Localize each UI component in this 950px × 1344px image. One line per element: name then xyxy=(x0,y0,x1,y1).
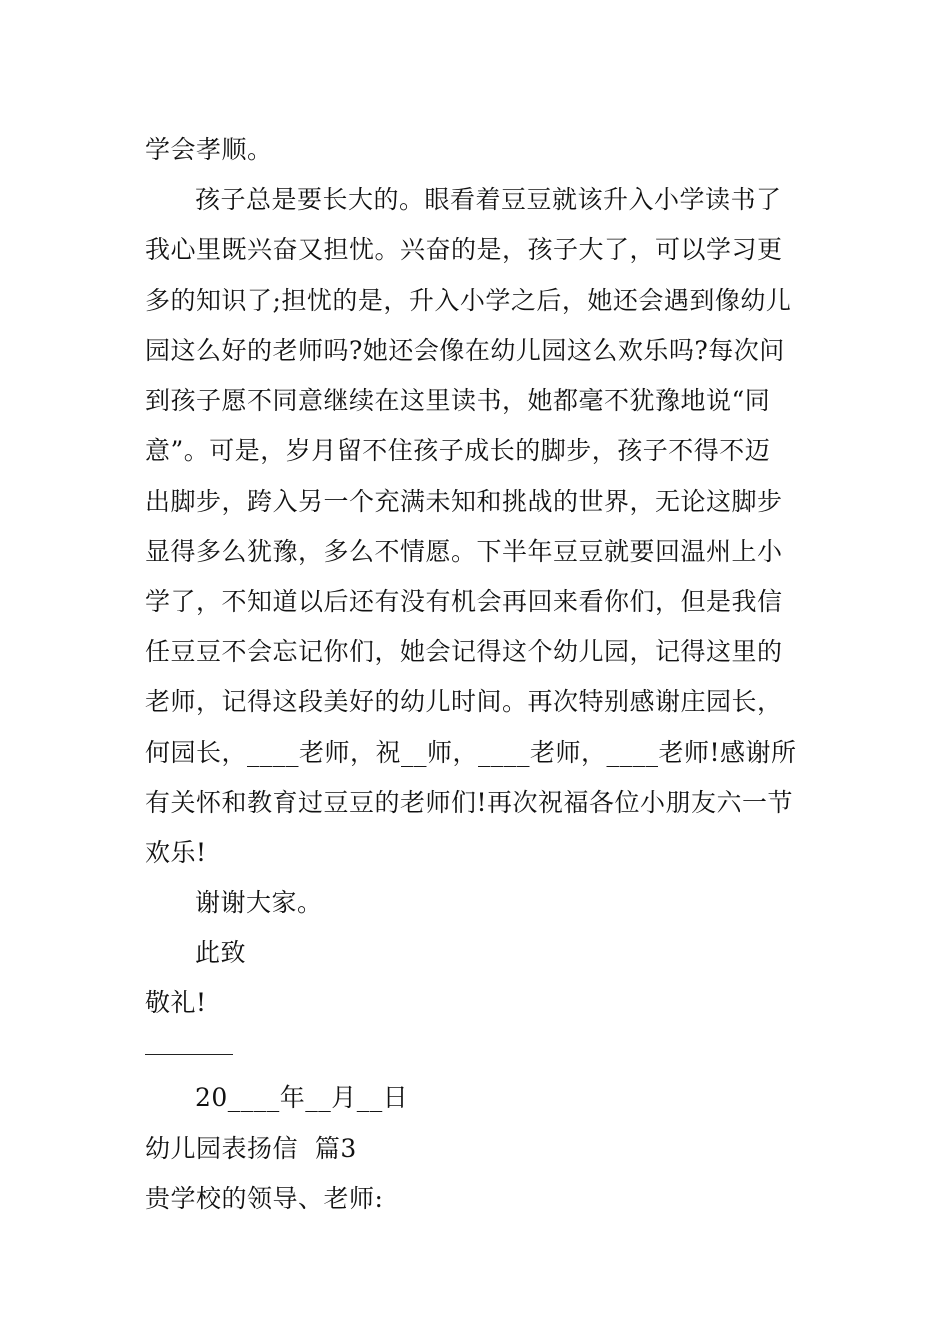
closing-line: 此致 xyxy=(195,938,247,967)
body-line: 我心里既兴奋又担忧。兴奋的是，孩子大了，可以学习更 xyxy=(145,235,783,264)
body-line: 老师，记得这段美好的幼儿时间。再次特别感谢庄园长， xyxy=(145,687,783,716)
body-line: 学会孝顺。 xyxy=(145,135,273,164)
body-line: 出脚步，跨入另一个充满未知和挑战的世界，无论这脚步 xyxy=(145,487,783,516)
body-line: 孩子总是要长大的。眼看着豆豆就该升入小学读书了 xyxy=(195,185,782,214)
signature-rule xyxy=(145,1054,233,1055)
body-line: 欢乐! xyxy=(145,838,207,867)
body-line: 到孩子愿不同意继续在这里读书，她都毫不犹豫地说“同 xyxy=(145,386,771,415)
body-line: 显得多么犹豫，多么不情愿。下半年豆豆就要回温州上小 xyxy=(145,537,783,566)
body-line: 任豆豆不会忘记你们，她会记得这个幼儿园，记得这里的 xyxy=(145,637,783,666)
closing-salute: 敬礼! xyxy=(145,988,207,1017)
body-line: 有关怀和教育过豆豆的老师们!再次祝福各位小朋友六一节 xyxy=(145,788,794,817)
body-line: 何园长，____老师，祝__师，____老师，____老师!感谢所 xyxy=(145,738,797,767)
body-line: 学了，不知道以后还有没有机会再回来看你们，但是我信 xyxy=(145,587,783,616)
body-line: 多的知识了;担忧的是，升入小学之后，她还会遇到像幼儿 xyxy=(145,286,792,315)
body-line: 意”。可是，岁月留不住孩子成长的脚步，孩子不得不迈 xyxy=(145,436,771,465)
body-line: 园这么好的老师吗?她还会像在幼儿园这么欢乐吗?每次问 xyxy=(145,336,785,365)
thanks-line: 谢谢大家。 xyxy=(195,888,323,917)
section-title: 幼儿园表扬信 篇3 xyxy=(145,1134,357,1163)
salutation: 贵学校的领导、老师: xyxy=(145,1184,384,1213)
date-line: 20____年__月__日 xyxy=(195,1083,409,1112)
